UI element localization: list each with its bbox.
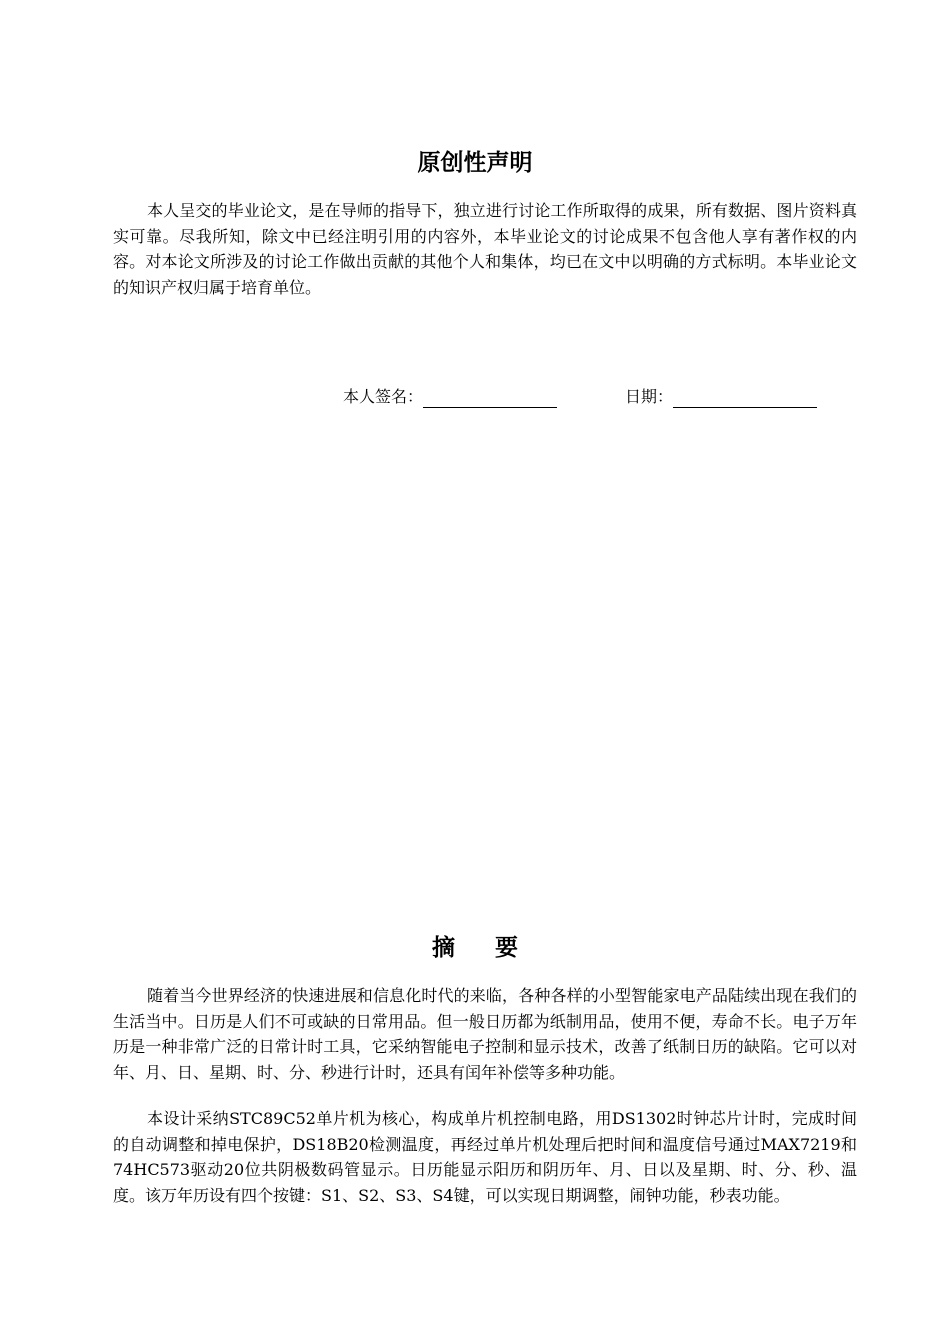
abstract-title: 摘要 — [432, 935, 558, 961]
declaration-body: 本人呈交的毕业论文，是在导师的指导下，独立进行讨论工作所取得的成果，所有数据、图片资料真实可靠。尽我所知，除文中已经注明引用的内容外，本毕业论文的讨论成果不包含他人享有著作权的内容。对本论文所涉及的讨论工作做出贡献的其他个人和集体，均已在文中以明确的方式标明。本毕业论文的知识产权归属于培育单位。 — [113, 201, 857, 297]
signature-row — [343, 386, 817, 408]
date-line — [673, 389, 817, 408]
signature-label: 本人签名： — [343, 387, 424, 406]
date-label: 日期： — [625, 387, 674, 406]
abstract-paragraph-2: 本设计采纳STC89C52单片机为核心，构成单片机控制电路，用DS1302时钟芯片计时，完成时间的自动调整和掉电保护，DS18B20检测温度，再经过单片机处理后把时间和温度信号通过MAX7219和74HC573驱动20位共阴极数码管显示。日历能显示阳历和阴历年、月、日以及星期、时、分、秒、温度。该万年历设有四个按键：S1、S2、S3、S4键，可以实现日期调整，闹钟功能，秒表功能。 — [113, 1109, 857, 1205]
declaration-title: 原创性声明 — [417, 150, 533, 176]
signature-line — [423, 389, 557, 408]
abstract-paragraph-1: 随着当今世界经济的快速进展和信息化时代的来临，各种各样的小型智能家电产品陆续出现在我们的生活当中。日历是人们不可或缺的日常用品。但一般日历都为纸制用品，使用不便，寿命不长。电子万年历是一种非常广泛的日常计时工具，它采纳智能电子控制和显示技术，改善了纸制日历的缺陷。它可以对年、月、日、星期、时、分、秒进行计时，还具有闰年补偿等多种功能。 — [113, 986, 857, 1082]
